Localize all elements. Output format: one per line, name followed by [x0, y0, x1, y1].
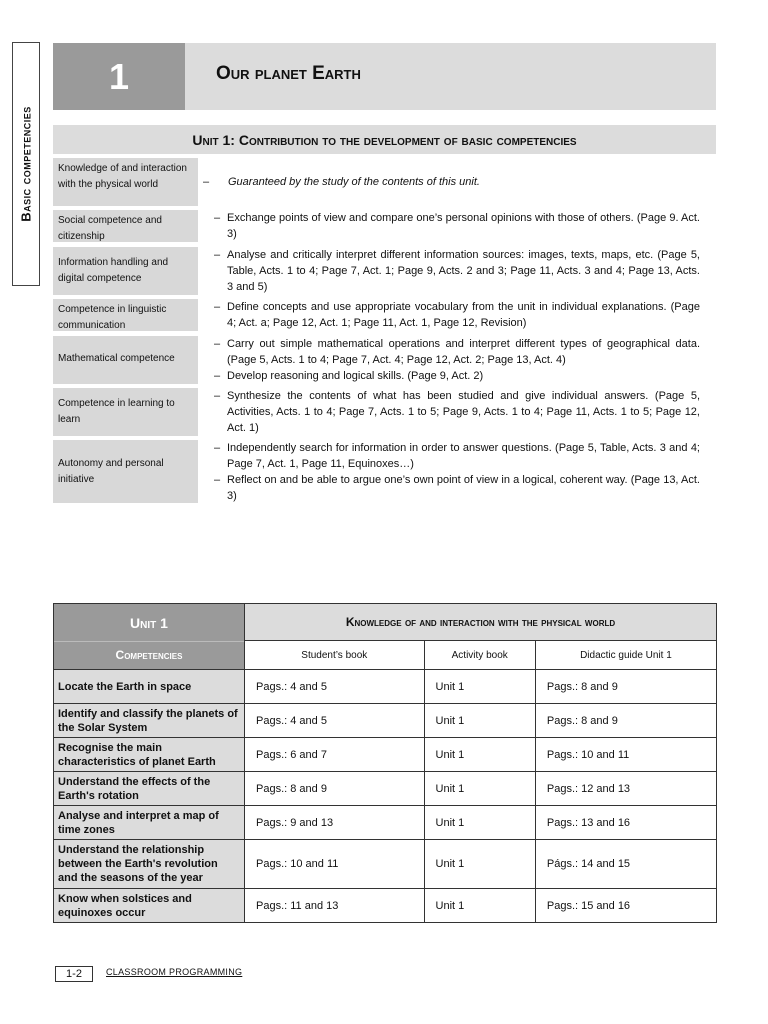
table-cell: Unit 1 — [424, 670, 535, 704]
competency-label: Knowledge of and interaction with the physical world — [53, 158, 198, 206]
table-cell: Pags.: 8 and 9 — [535, 704, 716, 738]
column-header: Student’s book — [245, 641, 425, 670]
table-cell: Pags.: 4 and 5 — [245, 704, 425, 738]
competencies-label: Competencies — [115, 648, 183, 662]
table-cell: Pags.: 9 and 13 — [245, 806, 425, 840]
competency-item: – Develop reasoning and logical skills. (Page 9, Act. 2) — [214, 370, 484, 382]
competency-item: – Reflect on and be able to argue one’s own point of view in a logical, coherent way. (Page 13, Act. 3) — [214, 474, 700, 502]
competency-item: – Carry out simple mathematical operations and interpret different types of geographical data. (Page 5, Acts. 1 to 4; Page 7, Act. 4; Page 12, Act. 2; Page 13, Act. 4) — [214, 338, 700, 366]
table-cell: Unit 1 — [424, 772, 535, 806]
competency-label: Social competence and citizenship — [53, 210, 198, 242]
competency-label: Competence in linguistic communication — [53, 299, 198, 331]
table-row — [54, 670, 717, 704]
row-label: Identify and classify the planets of the Solar System — [54, 704, 245, 738]
table-cell: Unit 1 — [424, 889, 535, 923]
row-label: Understand the effects of the Earth's rotation — [54, 772, 245, 806]
table-cell: Pags.: 10 and 11 — [535, 738, 716, 772]
table-cell: Pags.: 6 and 7 — [245, 738, 425, 772]
column-header: Activity book — [424, 641, 535, 670]
unit-label: Unit 1 — [54, 605, 244, 642]
row-label: Locate the Earth in space — [54, 670, 245, 704]
table-cell: Págs.: 14 and 15 — [535, 840, 716, 889]
competency-label: Information handling and digital competence — [53, 247, 198, 295]
table-row — [54, 806, 717, 840]
competency-item: – Independently search for information in order to answer questions. (Page 5, Table, Acts. 3 and 4; Page 7, Act. 1, Page 11, Equinoxes…) — [214, 442, 700, 470]
footer-section-title: CLASSROOM PROGRAMMING — [106, 967, 243, 977]
table-cell: Pags.: 15 and 16 — [535, 889, 716, 923]
table-row — [54, 772, 717, 806]
table-cell: Pags.: 8 and 9 — [245, 772, 425, 806]
competency-item: – Synthesize the contents of what has been studied and give individual answers. (Page 5, Activities, Acts. 1 to 4; Page 7, Acts. 1 to 5; Page 9, Acts. 1 to 4; Page 11, Acts. 1 to 5; Page 12, Act. 1) — [214, 390, 700, 434]
table-row — [54, 889, 717, 923]
table-cell: Unit 1 — [424, 704, 535, 738]
row-label: Understand the relationship between the Earth's revolution and the seasons of the year — [54, 840, 245, 889]
competency-item: – Guaranteed by the study of the contents of this unit. — [203, 176, 480, 188]
page-number: 1-2 — [55, 966, 93, 982]
table-row — [54, 738, 717, 772]
table-row — [54, 704, 717, 738]
unit-bar: Unit 1: Contribution to the development of basic competencies — [53, 125, 716, 154]
side-tab — [12, 42, 40, 286]
competency-item: – Define concepts and use appropriate vocabulary from the unit in individual explanations. (Page 4; Act. a; Page 12, Act. 1; Page 11, Act. 1, Page 12, Revision) — [214, 301, 700, 329]
table-cell: Pags.: 12 and 13 — [535, 772, 716, 806]
chapter-title: Our planet Earth — [216, 63, 361, 84]
chapter-header — [53, 43, 716, 110]
competency-label: Autonomy and personal initiative — [53, 440, 198, 503]
row-label: Know when solstices and equinoxes occur — [54, 889, 245, 923]
side-tab-label: Basic competencies — [18, 106, 34, 222]
table-cell: Pags.: 11 and 13 — [245, 889, 425, 923]
competency-label: Competence in learning to learn — [53, 388, 198, 436]
row-label: Recognise the main characteristics of planet Earth — [54, 738, 245, 772]
competency-label: Mathematical competence — [53, 336, 198, 384]
table-cell: Unit 1 — [424, 738, 535, 772]
unit-competencies-table — [53, 603, 717, 923]
unit-header-cell — [54, 604, 245, 670]
table-cell: Pags.: 10 and 11 — [245, 840, 425, 889]
column-header: Didactic guide Unit 1 — [535, 641, 716, 670]
chapter-number: 1 — [53, 43, 185, 110]
table-row — [54, 840, 717, 889]
competency-item: – Exchange points of view and compare one’s personal opinions with those of others. (Page 9. Act. 3) — [214, 212, 700, 240]
row-label: Analyse and interpret a map of time zones — [54, 806, 245, 840]
table-cell: Unit 1 — [424, 806, 535, 840]
table-cell: Pags.: 13 and 16 — [535, 806, 716, 840]
competency-item: – Analyse and critically interpret different information sources: images, texts, maps, etc. (Page 5, Table, Acts. 1 to 4; Page 7, Act. 1; Page 9, Acts. 2 and 3; Page 11, Acts. 3 and 4; Page 13, Acts. 3 and 5) — [214, 249, 700, 293]
table-cell: Pags.: 8 and 9 — [535, 670, 716, 704]
knowledge-header: Knowledge of and interaction with the physical world — [245, 604, 717, 641]
table-cell: Pags.: 4 and 5 — [245, 670, 425, 704]
table-cell: Unit 1 — [424, 840, 535, 889]
